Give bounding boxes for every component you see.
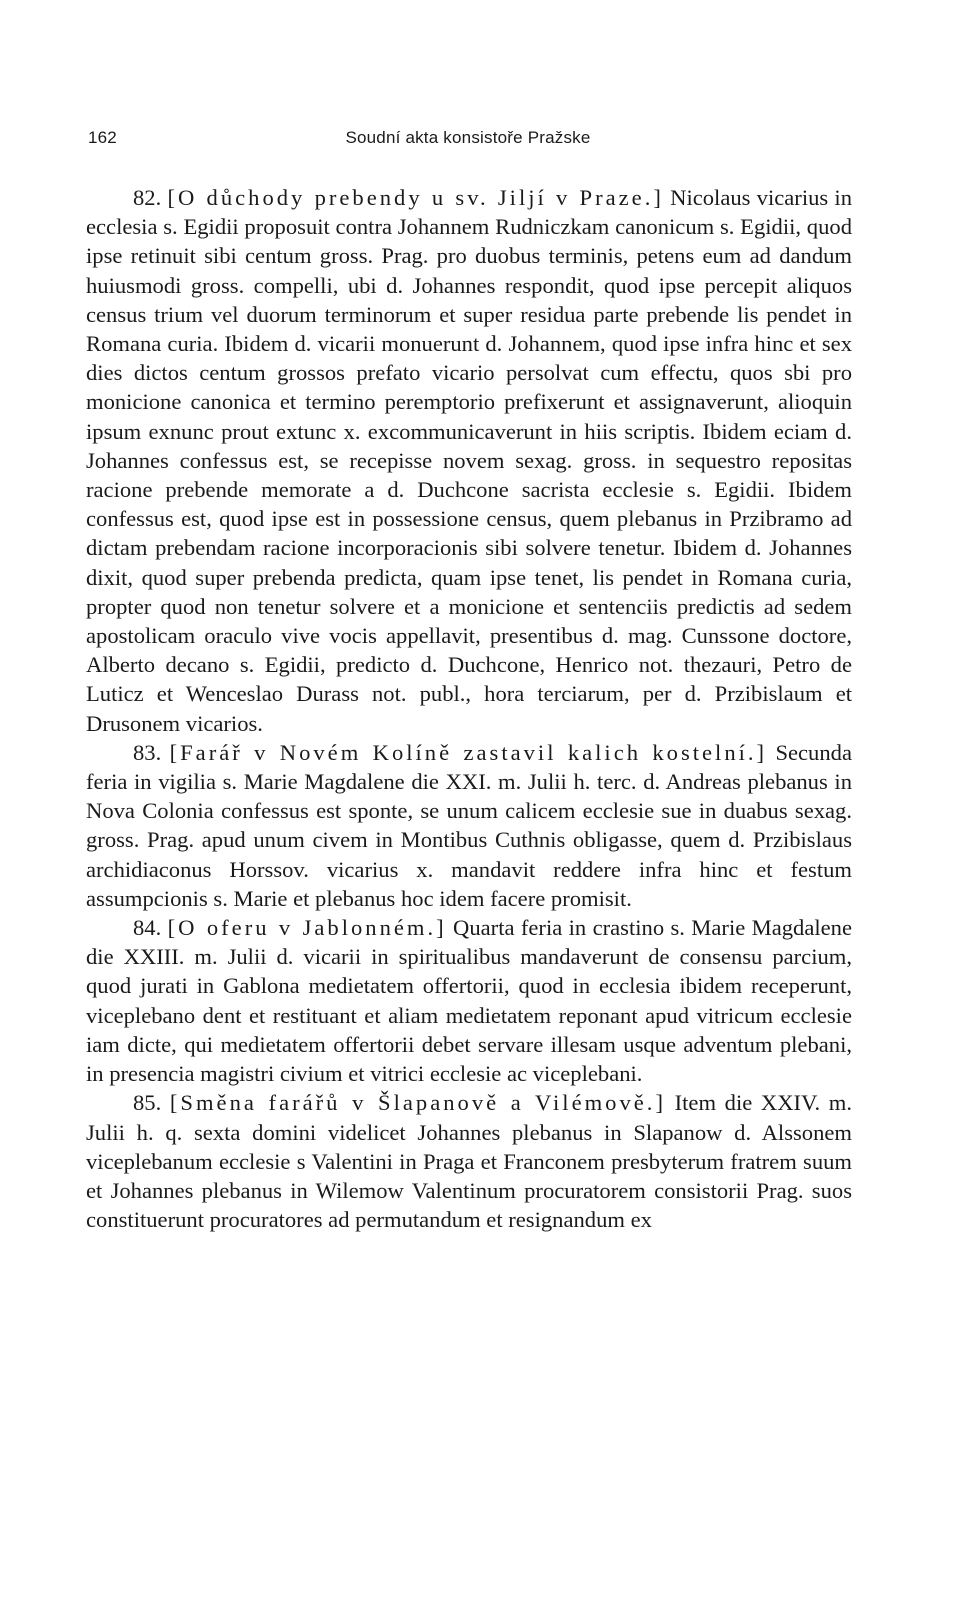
entry-text: Secunda feria in vigilia s. Marie Magdalene die XXI. m. Julii h. terc. d. Andreas plebanus in Nova Colonia confessus est sponte, se unum calicem ecclesie sue in duabus sexag. gross. Prag. apud unum civem in Montibus Cuthnis obligasse, quem d. Przibislaus archidiaconus Horssov. vicarius x. mandavit reddere infra hinc et festum assumpcionis s. Marie et plebanus hoc idem facere promisit. xyxy=(86,739,852,911)
entry-number: 83. xyxy=(133,739,162,765)
entry-heading: [O oferu v Jablonném.] xyxy=(167,915,447,941)
body-text xyxy=(86,183,852,1234)
running-title: Soudní akta konsistoře Pražske xyxy=(345,128,591,147)
entry-heading: [Farář v Novém Kolíně zastavil kalich kostelní.] xyxy=(169,739,768,765)
entry-85 xyxy=(86,1088,852,1234)
page-number: 162 xyxy=(88,128,117,147)
entry-83 xyxy=(86,738,852,913)
entry-84 xyxy=(86,913,852,1088)
entry-text: Nicolaus vicarius in ecclesia s. Egidii proposuit contra Johannem Rudniczkam canonicum s. Egidii, quod ipse retinuit sibi centum gross. Prag. pro duobus terminis, petens eum ad dandum huiusmodi gross. compelli, ubi d. Johannes respondit, quod ipse percepit aliquos census trium vel duorum terminorum et super residua parte prebende lis pendet in Romana curia. Ibidem d. vicarii monuerunt d. Johannem, quod ipse infra hinc et sex dies dictos centum grossos prefato vicario persolvat cum effectu, quos sbi pro monicione canonica et termino peremptorio prefixerunt et assignaverunt, alioquin ipsum exnunc prout extunc x. excommunicaverunt in hiis scriptis. Ibidem eciam d. Johannes confessus est, se recepisse novem sexag. gross. in sequestro repositas racione prebende memorate a d. Duchcone sacrista ecclesie s. Egidii. Ibidem confessus est, quod ipse est in possessione census, quem plebanus in Przibramo ad dictam prebendam racione incorporacionis sibi solvere tenetur. Ibidem d. Johannes dixit, quod super prebenda predicta, quam ipse tenet, lis pendet in Romana curia, propter quod non tenetur solvere et a monicione et sentenciis predictis ad sedem apostolicam oraculo vive vocis appellavit, presentibus d. mag. Cunssone doctore, Alberto decano s. Egidii, predicto d. Duchcone, Henrico not. thezauri, Petro de Luticz et Wenceslao Durass not. publ., hora terciarum, per d. Przibislaum et Drusonem vicarios. xyxy=(86,185,852,736)
entry-heading: [O důchody prebendy u sv. Jiljí v Praze.] xyxy=(167,185,664,210)
entry-number: 82. xyxy=(133,185,162,210)
entry-text: Item die XXIV. m. Julii h. q. sexta domini videlicet Johannes plebanus in Slapanow d. Alssonem viceplebanum ecclesie s Valentini in Praga et Franconem presbyterum fratrem suum et Johannes plebanus in Wilemow Valentinum procuratorem consistorii Prag. suos constituerunt procuratores ad permutandum et resignandum ex xyxy=(86,1090,852,1233)
entry-number: 85. xyxy=(133,1090,162,1116)
page-header xyxy=(84,128,852,156)
entry-82 xyxy=(86,183,852,738)
entry-heading: [Směna farářů v Šlapanově a Vilémově.] xyxy=(169,1090,666,1116)
entry-number: 84. xyxy=(133,915,162,941)
entry-text: Quarta feria in crastino s. Marie Magdalene die XXIII. m. Julii d. vicarii in spiritualibus mandaverunt de consensu parcium, quod jurati in Gablona medietatem offertorii, quod in ecclesia ibidem receperunt, viceplebano dent et restituant et aliam medietatem reponant apud vitricum ecclesie iam dicte, qui medietatem offertorii debet servare illesam usque adventum plebani, in presencia magistri civium et vitrici ecclesie ac viceplebani. xyxy=(86,915,852,1087)
